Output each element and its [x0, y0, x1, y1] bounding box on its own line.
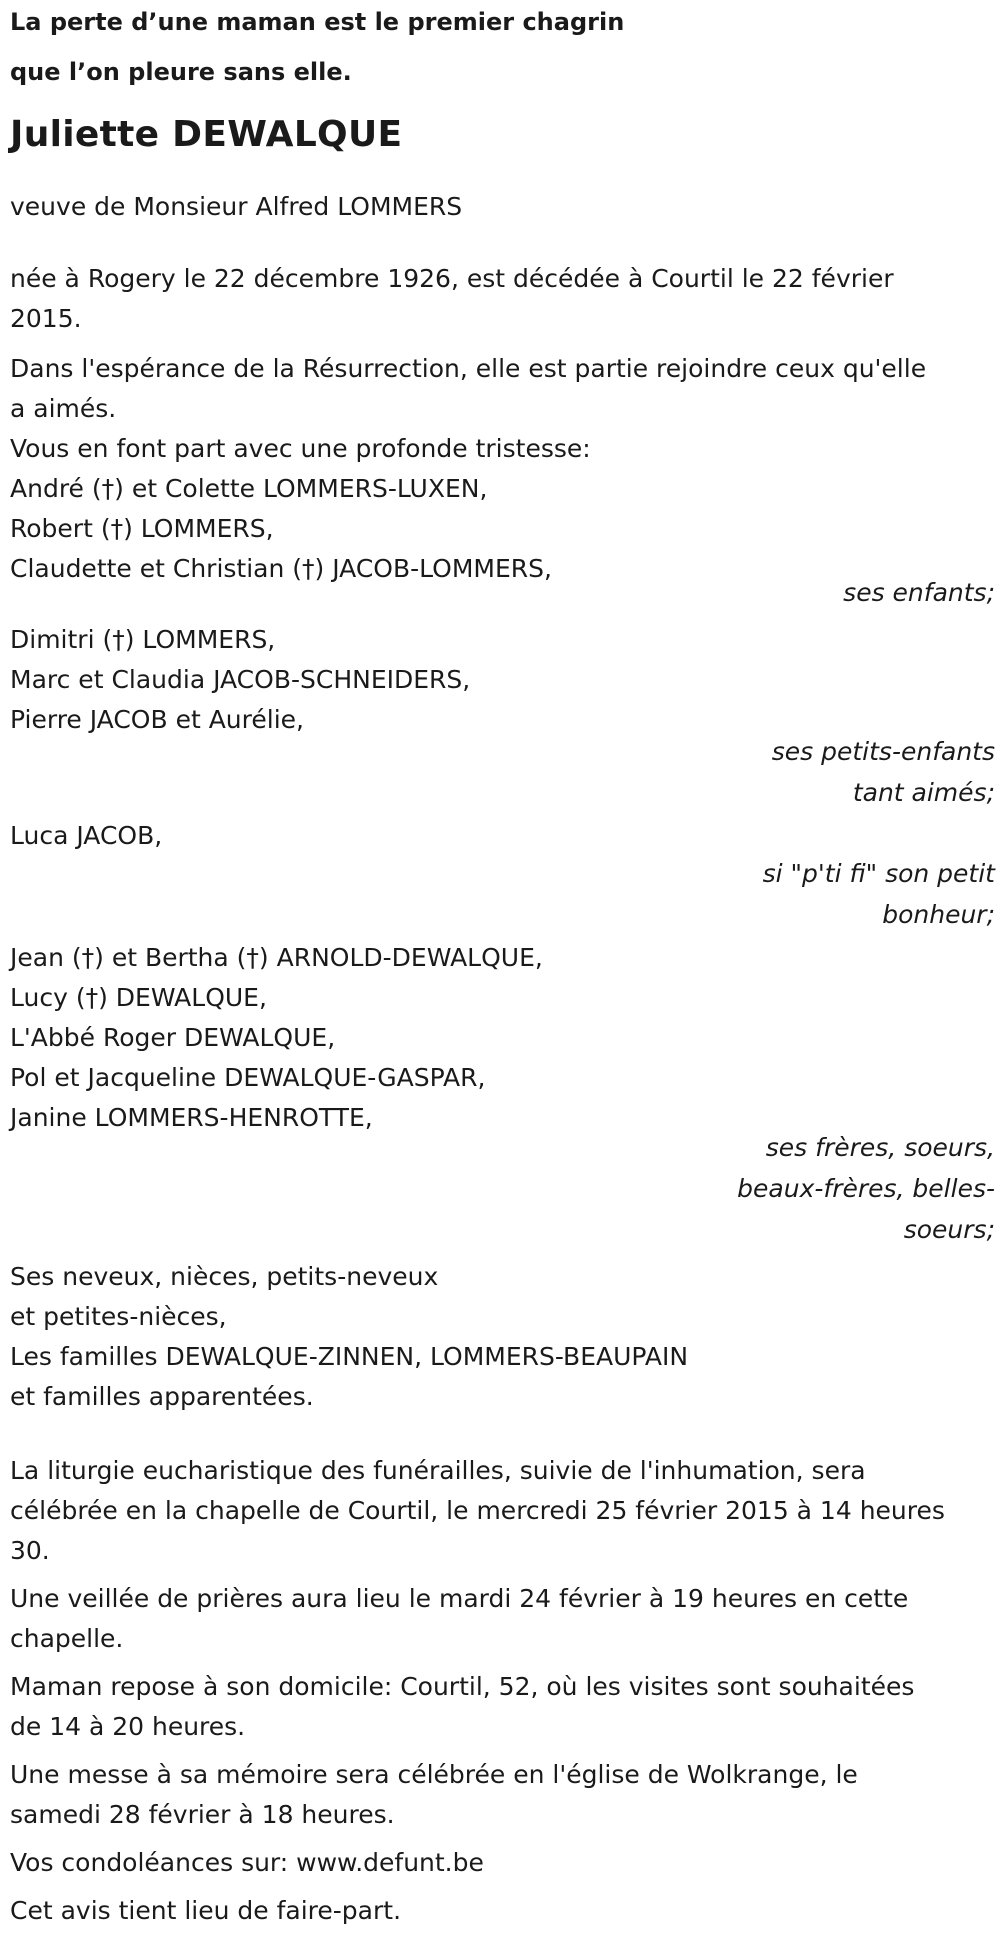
- birth-death-text: [10, 259, 995, 339]
- family-member: L'Abbé Roger DEWALQUE,: [10, 1023, 336, 1052]
- text-line: née à Rogery le 22 décembre 1926, est décédée à Courtil le 22 février: [10, 264, 894, 293]
- family-member: Pol et Jacqueline DEWALQUE-GASPAR,: [10, 1063, 486, 1092]
- text-line: et familles apparentées.: [10, 1382, 314, 1411]
- family-member: Jean (†) et Bertha (†) ARNOLD-DEWALQUE,: [10, 943, 543, 972]
- text-line: 2015.: [10, 304, 82, 333]
- widow-of-text: veuve de Monsieur Alfred LOMMERS: [10, 192, 463, 221]
- role-line: ses frères, soeurs,: [765, 1133, 995, 1162]
- siblings-list: [10, 938, 995, 1138]
- obituary-content: [10, 0, 995, 1931]
- motto-quote: [10, 0, 995, 97]
- text-line: chapelle.: [10, 1624, 124, 1653]
- family-member: Robert (†) LOMMERS,: [10, 514, 274, 543]
- extended-family: [10, 1257, 995, 1417]
- text-line: Une veillée de prières aura lieu le mardi 24 février à 19 heures en cette: [10, 1584, 909, 1613]
- role-line: si "p'ti fi" son petit: [762, 859, 995, 888]
- role-line: ses enfants;: [843, 578, 995, 607]
- role-line: soeurs;: [903, 1215, 995, 1244]
- vigil-text: [10, 1579, 995, 1659]
- grandchildren-role: [10, 732, 995, 814]
- text-line: Dans l'espérance de la Résurrection, elle est partie rejoindre ceux qu'elle: [10, 354, 927, 383]
- motto-line: que l’on pleure sans elle.: [10, 58, 352, 86]
- mass-text: [10, 1755, 995, 1835]
- text-line: La liturgie eucharistique des funérailles, suivie de l'inhumation, sera: [10, 1456, 866, 1485]
- text-line: 30.: [10, 1536, 50, 1565]
- text-line: et petites-nièces,: [10, 1302, 227, 1331]
- text-line: de 14 à 20 heures.: [10, 1712, 246, 1741]
- text-line: célébrée en la chapelle de Courtil, le mercredi 25 février 2015 à 14 heures: [10, 1496, 945, 1525]
- family-member: Luca JACOB,: [10, 821, 163, 850]
- text-line: samedi 28 février à 18 heures.: [10, 1800, 395, 1829]
- role-line: ses petits-enfants: [771, 737, 995, 766]
- siblings-role: [10, 1128, 995, 1251]
- rest-text: [10, 1667, 995, 1747]
- deceased-name: Juliette DEWALQUE: [10, 114, 403, 155]
- family-member: Janine LOMMERS-HENROTTE,: [10, 1103, 373, 1132]
- announce-intro: Vous en font part avec une profonde tristesse:: [10, 434, 591, 463]
- text-line: Ses neveux, nièces, petits-neveux: [10, 1262, 439, 1291]
- faith-text: [10, 349, 995, 429]
- family-member: Claudette et Christian (†) JACOB-LOMMERS,: [10, 554, 552, 583]
- family-member: Marc et Claudia JACOB-SCHNEIDERS,: [10, 665, 471, 694]
- role-line: tant aimés;: [852, 778, 995, 807]
- children-list: [10, 469, 995, 589]
- motto-line: La perte d’une maman est le premier chagrin: [10, 8, 625, 36]
- family-member: Dimitri (†) LOMMERS,: [10, 625, 276, 654]
- great-grandchild-role: [10, 854, 995, 936]
- great-grandchild-list: [10, 816, 995, 856]
- text-line: a aimés.: [10, 394, 117, 423]
- condolences-text: Vos condoléances sur: www.defunt.be: [10, 1848, 484, 1877]
- text-line: Maman repose à son domicile: Courtil, 52, où les visites sont souhaitées: [10, 1672, 915, 1701]
- role-line: bonheur;: [882, 900, 995, 929]
- family-member: Pierre JACOB et Aurélie,: [10, 705, 304, 734]
- closing-text: Cet avis tient lieu de faire-part.: [10, 1896, 402, 1925]
- text-line: Une messe à sa mémoire sera célébrée en l'église de Wolkrange, le: [10, 1760, 858, 1789]
- liturgy-text: [10, 1451, 995, 1571]
- text-line: Les familles DEWALQUE-ZINNEN, LOMMERS-BEAUPAIN: [10, 1342, 689, 1371]
- grandchildren-list: [10, 620, 995, 740]
- family-member: Lucy (†) DEWALQUE,: [10, 983, 267, 1012]
- role-line: beaux-frères, belles-: [737, 1174, 995, 1203]
- family-member: André (†) et Colette LOMMERS-LUXEN,: [10, 474, 488, 503]
